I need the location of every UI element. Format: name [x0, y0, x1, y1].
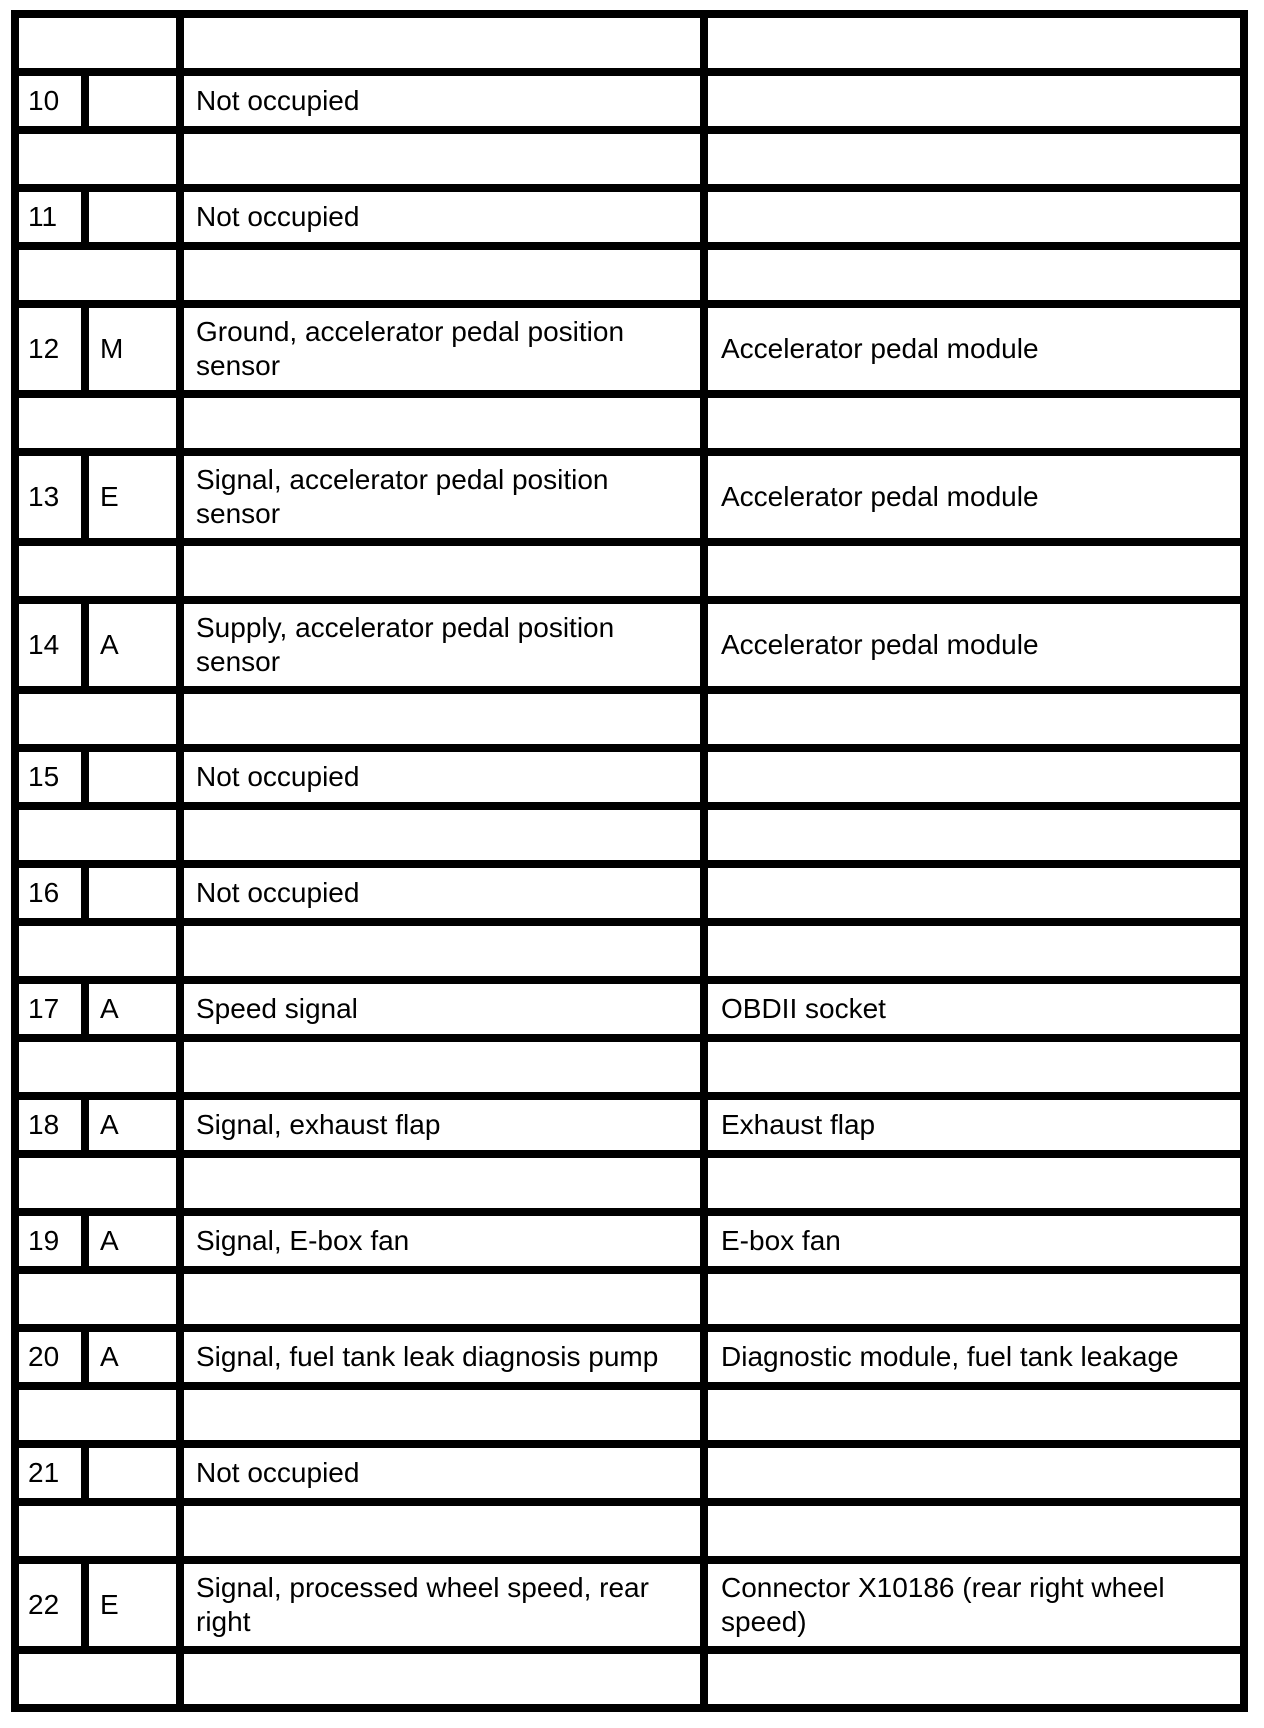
pin-type-cell: A	[85, 1328, 180, 1386]
spacer-cell	[15, 1650, 180, 1708]
spacer-cell	[704, 542, 1244, 600]
spacer-cell	[704, 1386, 1244, 1444]
pin-type-cell: E	[85, 452, 180, 542]
spacer-row	[15, 1386, 1244, 1444]
pin-row-10	[15, 72, 1244, 130]
spacer-row	[15, 394, 1244, 452]
pin-number-cell: 19	[15, 1212, 85, 1270]
spacer-cell	[180, 246, 704, 304]
pin-type-cell	[85, 748, 180, 806]
pin-type-cell: E	[85, 1560, 180, 1650]
spacer-cell	[704, 806, 1244, 864]
spacer-row	[15, 1038, 1244, 1096]
pin-row-12	[15, 304, 1244, 394]
spacer-cell	[15, 130, 180, 188]
spacer-cell	[180, 806, 704, 864]
spacer-cell	[704, 246, 1244, 304]
pin-connection-cell: E-box fan	[704, 1212, 1244, 1270]
pin-row-15	[15, 748, 1244, 806]
spacer-cell	[180, 922, 704, 980]
pin-type-cell: A	[85, 980, 180, 1038]
pin-type-cell	[85, 72, 180, 130]
pin-number-cell: 15	[15, 748, 85, 806]
pin-number-cell: 13	[15, 452, 85, 542]
pin-description-cell: Signal, exhaust flap	[180, 1096, 704, 1154]
spacer-row	[15, 922, 1244, 980]
pin-row-19	[15, 1212, 1244, 1270]
pin-connection-cell: OBDII socket	[704, 980, 1244, 1038]
pin-row-18	[15, 1096, 1244, 1154]
pin-description-cell: Signal, E-box fan	[180, 1212, 704, 1270]
pin-number-cell: 16	[15, 864, 85, 922]
pin-number-cell: 21	[15, 1444, 85, 1502]
spacer-cell	[704, 14, 1244, 72]
pin-row-16	[15, 864, 1244, 922]
spacer-cell	[180, 1502, 704, 1560]
pin-number-cell: 20	[15, 1328, 85, 1386]
spacer-cell	[704, 1502, 1244, 1560]
pin-description-cell: Signal, accelerator pedal position sensor	[180, 452, 704, 542]
spacer-cell	[15, 1154, 180, 1212]
spacer-cell	[704, 922, 1244, 980]
spacer-cell	[704, 394, 1244, 452]
spacer-row	[15, 1650, 1244, 1708]
pin-description-cell: Not occupied	[180, 1444, 704, 1502]
pin-description-cell: Signal, processed wheel speed, rear right	[180, 1560, 704, 1650]
spacer-cell	[180, 1650, 704, 1708]
pin-type-cell	[85, 1444, 180, 1502]
pin-type-cell: A	[85, 1096, 180, 1154]
spacer-cell	[15, 806, 180, 864]
pin-connection-cell: Exhaust flap	[704, 1096, 1244, 1154]
spacer-cell	[15, 690, 180, 748]
pin-connection-cell: Connector X10186 (rear right wheel speed)	[704, 1560, 1244, 1650]
spacer-cell	[15, 14, 180, 72]
spacer-cell	[180, 1386, 704, 1444]
spacer-cell	[180, 130, 704, 188]
spacer-cell	[15, 922, 180, 980]
pin-row-11	[15, 188, 1244, 246]
pin-row-13	[15, 452, 1244, 542]
pin-type-cell: A	[85, 600, 180, 690]
pin-connection-cell	[704, 72, 1244, 130]
spacer-cell	[180, 394, 704, 452]
spacer-cell	[15, 1386, 180, 1444]
pin-number-cell: 12	[15, 304, 85, 394]
pin-connection-cell: Accelerator pedal module	[704, 304, 1244, 394]
spacer-cell	[15, 394, 180, 452]
spacer-cell	[180, 14, 704, 72]
pin-connection-cell: Accelerator pedal module	[704, 600, 1244, 690]
spacer-cell	[15, 246, 180, 304]
pin-description-cell: Speed signal	[180, 980, 704, 1038]
pin-number-cell: 18	[15, 1096, 85, 1154]
spacer-cell	[15, 542, 180, 600]
spacer-cell	[180, 1038, 704, 1096]
pin-type-cell: A	[85, 1212, 180, 1270]
spacer-row	[15, 1270, 1244, 1328]
spacer-row	[15, 806, 1244, 864]
pin-row-21	[15, 1444, 1244, 1502]
pin-row-20	[15, 1328, 1244, 1386]
pin-connection-cell	[704, 864, 1244, 922]
spacer-cell	[15, 1502, 180, 1560]
pin-row-22	[15, 1560, 1244, 1650]
pin-connection-cell	[704, 188, 1244, 246]
pin-description-cell: Not occupied	[180, 864, 704, 922]
pin-number-cell: 22	[15, 1560, 85, 1650]
spacer-row	[15, 542, 1244, 600]
pin-number-cell: 10	[15, 72, 85, 130]
pin-connection-cell: Diagnostic module, fuel tank leakage	[704, 1328, 1244, 1386]
spacer-cell	[704, 1038, 1244, 1096]
spacer-cell	[180, 1154, 704, 1212]
spacer-row	[15, 14, 1244, 72]
spacer-cell	[180, 690, 704, 748]
pin-type-cell	[85, 864, 180, 922]
spacer-row	[15, 246, 1244, 304]
spacer-cell	[15, 1270, 180, 1328]
pin-description-cell: Signal, fuel tank leak diagnosis pump	[180, 1328, 704, 1386]
pin-description-cell: Supply, accelerator pedal position sensor	[180, 600, 704, 690]
pin-description-cell: Not occupied	[180, 72, 704, 130]
pin-type-cell	[85, 188, 180, 246]
pin-description-cell: Ground, accelerator pedal position sensor	[180, 304, 704, 394]
spacer-cell	[704, 1650, 1244, 1708]
pin-assignment-table	[11, 10, 1248, 1712]
pin-number-cell: 11	[15, 188, 85, 246]
pin-number-cell: 17	[15, 980, 85, 1038]
spacer-cell	[15, 1038, 180, 1096]
spacer-row	[15, 690, 1244, 748]
pin-number-cell: 14	[15, 600, 85, 690]
pin-connection-cell	[704, 1444, 1244, 1502]
pin-description-cell: Not occupied	[180, 188, 704, 246]
spacer-row	[15, 1502, 1244, 1560]
spacer-cell	[704, 690, 1244, 748]
spacer-cell	[704, 1154, 1244, 1212]
spacer-cell	[704, 1270, 1244, 1328]
pin-connection-cell	[704, 748, 1244, 806]
spacer-cell	[180, 542, 704, 600]
spacer-cell	[180, 1270, 704, 1328]
spacer-row	[15, 1154, 1244, 1212]
pin-connection-cell: Accelerator pedal module	[704, 452, 1244, 542]
spacer-cell	[704, 130, 1244, 188]
pin-type-cell: M	[85, 304, 180, 394]
spacer-row	[15, 130, 1244, 188]
pin-row-17	[15, 980, 1244, 1038]
pin-row-14	[15, 600, 1244, 690]
pin-description-cell: Not occupied	[180, 748, 704, 806]
